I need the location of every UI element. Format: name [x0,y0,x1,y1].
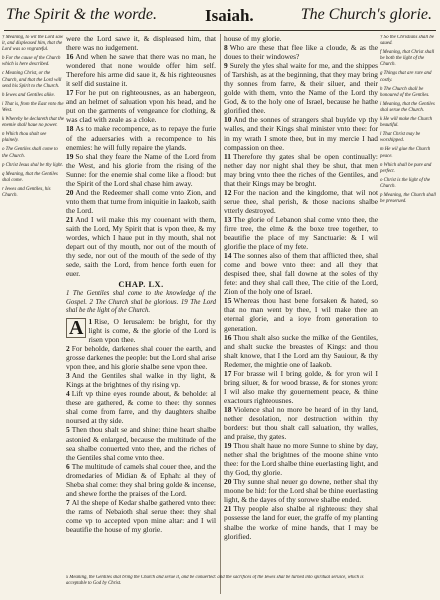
chapter-argument: 1 The Gentiles shal come to the knowledge of the Gospel. 2 The Church shal be glorious. 19 The Lord shal be the light of the Church. [66,290,216,314]
verse [66,34,216,52]
margin-note: † Meaning, to wit the Lord saw it, and displeased him, that the Lord was so vngrateful. [2,35,64,53]
drop-cap: A [66,318,86,338]
verse-number: 6 [66,461,70,471]
margin-note: b For the cause of the Church which is here described. [2,56,61,68]
verse [66,188,216,215]
verse [224,441,378,477]
margin-note: f Meaning, that Christ shall be both the light of the Church. [380,50,435,68]
verse-number: 2 [66,344,70,354]
verse-text: And the Redeemer shall come vnto Zion, and vnto them that turne from iniquitie in Iaakob, saith the Lord. [66,187,216,215]
verse [224,369,378,405]
verse [66,462,216,498]
verse-text: Rise, O Ierusalem: be bright, for thy light is come, & the glorie of the Lord is risen vpon thee. [88,316,216,345]
verse-number: 19 [224,441,232,451]
margin-note: n Which thou shalt see plainely. [2,132,47,144]
verse [66,344,216,371]
verse-text: For beholde, darkenes shal couer the earth, and grosse darkenes the people: but the Lord shal arise vpon thee, and his glorie shalbe sene vpon thee. [66,344,216,372]
verse-text: The glorie of Lebanon shal come vnto thee, the firre tree, the elme & the boxe tree together, to beautifie the place of my Sanctuarie: & I wil glorifie the place of my fete. [224,214,378,252]
verse-text: Al the shepe of Kedar shalbe gathered vnto thee: the rams of Nebaioth shal serue thee: they shal come vp to accepted vpon mine altar: and I wil beautifie the house of my glorie. [66,497,216,534]
verse [224,333,378,369]
running-head-right: The Church's glorie. [300,6,432,23]
verse-number: 10 [224,115,232,125]
verse [224,188,378,215]
verse-text: house of my glorie. [224,34,282,43]
margin-note: o The Gentiles shall come to the Church. [2,147,58,159]
verse-text: Whereas thou hast bene forsaken & hated, so that no man went by thee, I wil make thee an eternal glorie, and a ioye from generation to generation. [224,296,378,333]
verse [224,115,378,151]
verse-number: 18 [66,124,74,134]
header-rule [4,30,436,31]
margin-note: c Meaning Christ, or the Church, and that the Lord will send his Spirit to the Church. [2,71,62,89]
left-margin-notes [2,35,64,595]
margin-note: o Christ is the light of the Church. [380,177,430,189]
verse-text: So shal they feare the Name of the Lord from the West, and his glorie from the rising of the Sunne: for the enemie shal come like a flood: but the Spirit of the Lord shal chase him away. [66,151,216,188]
verse-number: 11 [224,151,231,161]
verse-number: 18 [224,404,232,414]
verse-number: 13 [224,214,232,224]
margin-note: r Iewes and Gentiles, his Church. [2,186,51,198]
margin-note: q Meaning, that the Gentiles shal come. [2,171,58,183]
footnote: x Meaning, the Gentiles shal bring the Church and serue it, and be conuerted: and the sacrifices of the Iewes shal be turned into spiritual seruice, which is acceptable to God by Christ. [66,575,364,586]
verse [66,215,216,278]
verse [224,477,378,504]
verse [66,317,216,344]
verse [66,152,216,188]
verse [224,34,378,43]
verse-number: 9 [224,61,228,71]
verse [224,215,378,251]
margin-note: k He will make the Church beautiful. [380,117,433,129]
verse [66,124,216,151]
margin-note: i That is, from the East vnto the West. [2,101,64,113]
verse [66,498,216,534]
verse [224,61,378,115]
verse-number: 15 [224,296,232,306]
verse [224,43,378,61]
verse [66,425,216,461]
chapter-heading: CHAP. LX. [118,280,164,290]
verse-text: Thou shalt also sucke the milke of the Gentiles, and shalt sucke the breastes of Kings: and thou shalt knowe, that I the Lord am thy Sauiour, & thy Redemer, the mightie one of Iaakob. [224,332,378,369]
verse-text: The sonnes also of them that afflicted thee, shal come and bowe vnto thee: and all they that despised thee, shal fall downe at the soles of thy fete: and they shal call thee, The citie of the Lord, Zion of the holy one of Israel. [224,251,378,297]
verse-text: For he put on righteousnes, as an habergeon, and an helmet of saluation vpon his head, and he put on the garments of vengeance for clothing, & was clad with zeale as a cloke. [66,88,216,125]
verse [66,371,216,389]
margin-note: p Christ Iesus shal be thy light. [2,162,63,168]
column-divider [220,34,221,594]
verse-number: 1 [88,316,93,326]
verse-number: 3 [66,371,70,381]
verse-text: Therefore thy gates shal be open continually: nether day nor night shal they be shut, that men may bring vnto thee the riches of the Gentiles, and that their Kings may be broght. [224,151,378,188]
verse-number: 19 [66,151,74,161]
verse-number: 5 [66,425,70,435]
margin-note: n Which shall be pure and perfect. [380,162,432,174]
verse-text: And the Gentiles shal walke in thy light, & Kings at the brightnes of thy rising vp. [66,371,216,390]
verse-text: Then thou shalt se and shine: thine heart shalbe astonied & enlarged, because the multitude of the sea shalbe conuerted vnto thee, and the riches of the Gentiles shal come vnto thee. [66,425,216,462]
right-text-column [224,34,378,598]
book-title: Isaiah. [205,6,254,25]
verse-number: 12 [224,187,232,197]
verse [224,504,378,540]
running-header [0,6,440,32]
running-head-left: The Spirit & the worde. [6,6,157,23]
verse-text: And the sonnes of strangers shal buylde vp thy walles, and their Kings shal minister vnto thee: for in my wrath I smote thee, but in my mercie I had compassion on thee. [224,115,378,152]
verse-text: As to make recompence, as to repaye the furie of the aduersaries with a recompence to his enemies: he will fully repaire the ylands. [66,124,216,152]
verse-number: 8 [224,43,228,53]
verse-number: 21 [66,214,74,224]
margin-note: k Whereby he declareth that the enemie shall haue no power. [2,117,64,129]
verse-text: Thy people also shalbe al righteous: they shal possesse the land for euer, the graffe of my planting shalbe the worke of mine hands, that I may be glorified. [224,504,378,541]
verse-text: And I wil make this my couenant with them, saith the Lord, My Spirit that is vpon thee, & my wordes, which I haue put in thy mouth, shal not depart out of thy mouth, nor out of the mouth of thy sede, nor out of the mouth of the sede of thy sede, saith the Lord, from hence forth euen for euer. [66,214,216,279]
verse-number: 4 [66,389,70,399]
verse-text: Violence shal no more be heard of in thy land, nether desolation, nor destruction within thy borders: but thou shalt call saluation, thy walles, and praise, thy gates. [224,404,378,442]
verse [66,88,216,124]
verse-text: And when he sawe that there was no man, he wondered that none woulde offer him self. Therefore his arme did saue it, & his righteousnes it self did sustaine it. [66,52,216,89]
verse-number: 21 [224,504,232,514]
verse-text: Thy sunne shal neuer go downe, nether shal thy moone be hid: for the Lord shal be thine euerlasting light, & the dayes of thy sorowe shalbe ended. [224,477,378,505]
margin-note: i Meaning, that the Gentiles shal serue the Church. [380,101,435,113]
verse-number: 17 [224,368,232,378]
margin-note: g Things that are rare and costly. [380,71,432,83]
margin-note: p Meaning, the Church shall be preserued. [380,192,436,205]
verse-number: 17 [66,88,74,98]
verse [224,405,378,441]
verse-number: 16 [224,332,232,342]
margin-note: † So the Christians shall be saued. [380,35,434,47]
verse-number: 20 [224,477,232,487]
verse-number: 14 [224,251,232,261]
verse [224,251,378,296]
verse-text: For brasse wil I bring golde, & for yron wil I bring siluer, & for wood brasse, & for stones yron: I wil also make thy gouernement peace, & thine exactours righteousnes. [224,368,378,405]
margin-note: h Iewes and Gentiles alike. [2,92,55,98]
margin-note: m He wil giue the Church peace. [380,147,431,159]
verse-text: For the nacion and the kingdome, that wil not serue thee, shal perish, & those nacions shalbe vtterly destroyed. [224,187,378,215]
verse-text: Thou shalt haue no more Sunne to shine by day, nether shal the brightnes of the moone shine vnto thee: for the Lord shalbe thine euerlasting light, and thy God, thy glorie. [224,441,378,478]
right-margin-notes [380,35,438,595]
verse [224,296,378,332]
verse-text: Surely the yles shal waite for me, and the shippes of Tarshish, as at the beginning, that they may bring thy sonnes from farre, & their siluer, and their golde with them, vnto the Name of the Lord thy God, & to the holy one of Israel, because he hathe glorified thee. [224,61,378,116]
verse-text: were the Lord sawe it, & displeased him, that there was no iudgement. [66,34,216,53]
verse-number: 16 [66,52,74,62]
verse-text: The multitude of camels shal couer thee, and the dromedaries of Midian & of Ephah: al they of Sheba shal come: they shal bring golde & incense, and shewe forthe the praises of the Lord. [66,461,216,498]
verse-text: Who are these that flee like a cloude, & as the doues to their windowes? [224,43,378,62]
verse [66,52,216,88]
verse [224,152,378,188]
verse-text: Lift vp thine eyes rounde about, & beholde: al these are gathered, & come to thee: thy sonnes shal come from farre, and thy daughters shalbe noursed at thy side. [66,389,216,426]
verse-number: 20 [66,187,74,197]
margin-note: l That Christ may be worshipped. [380,132,421,144]
left-text-column [66,34,216,598]
verse [66,389,216,425]
margin-note: h The Church shall be honoured of the Gentiles. [380,86,430,98]
verse-number: 7 [66,497,70,507]
